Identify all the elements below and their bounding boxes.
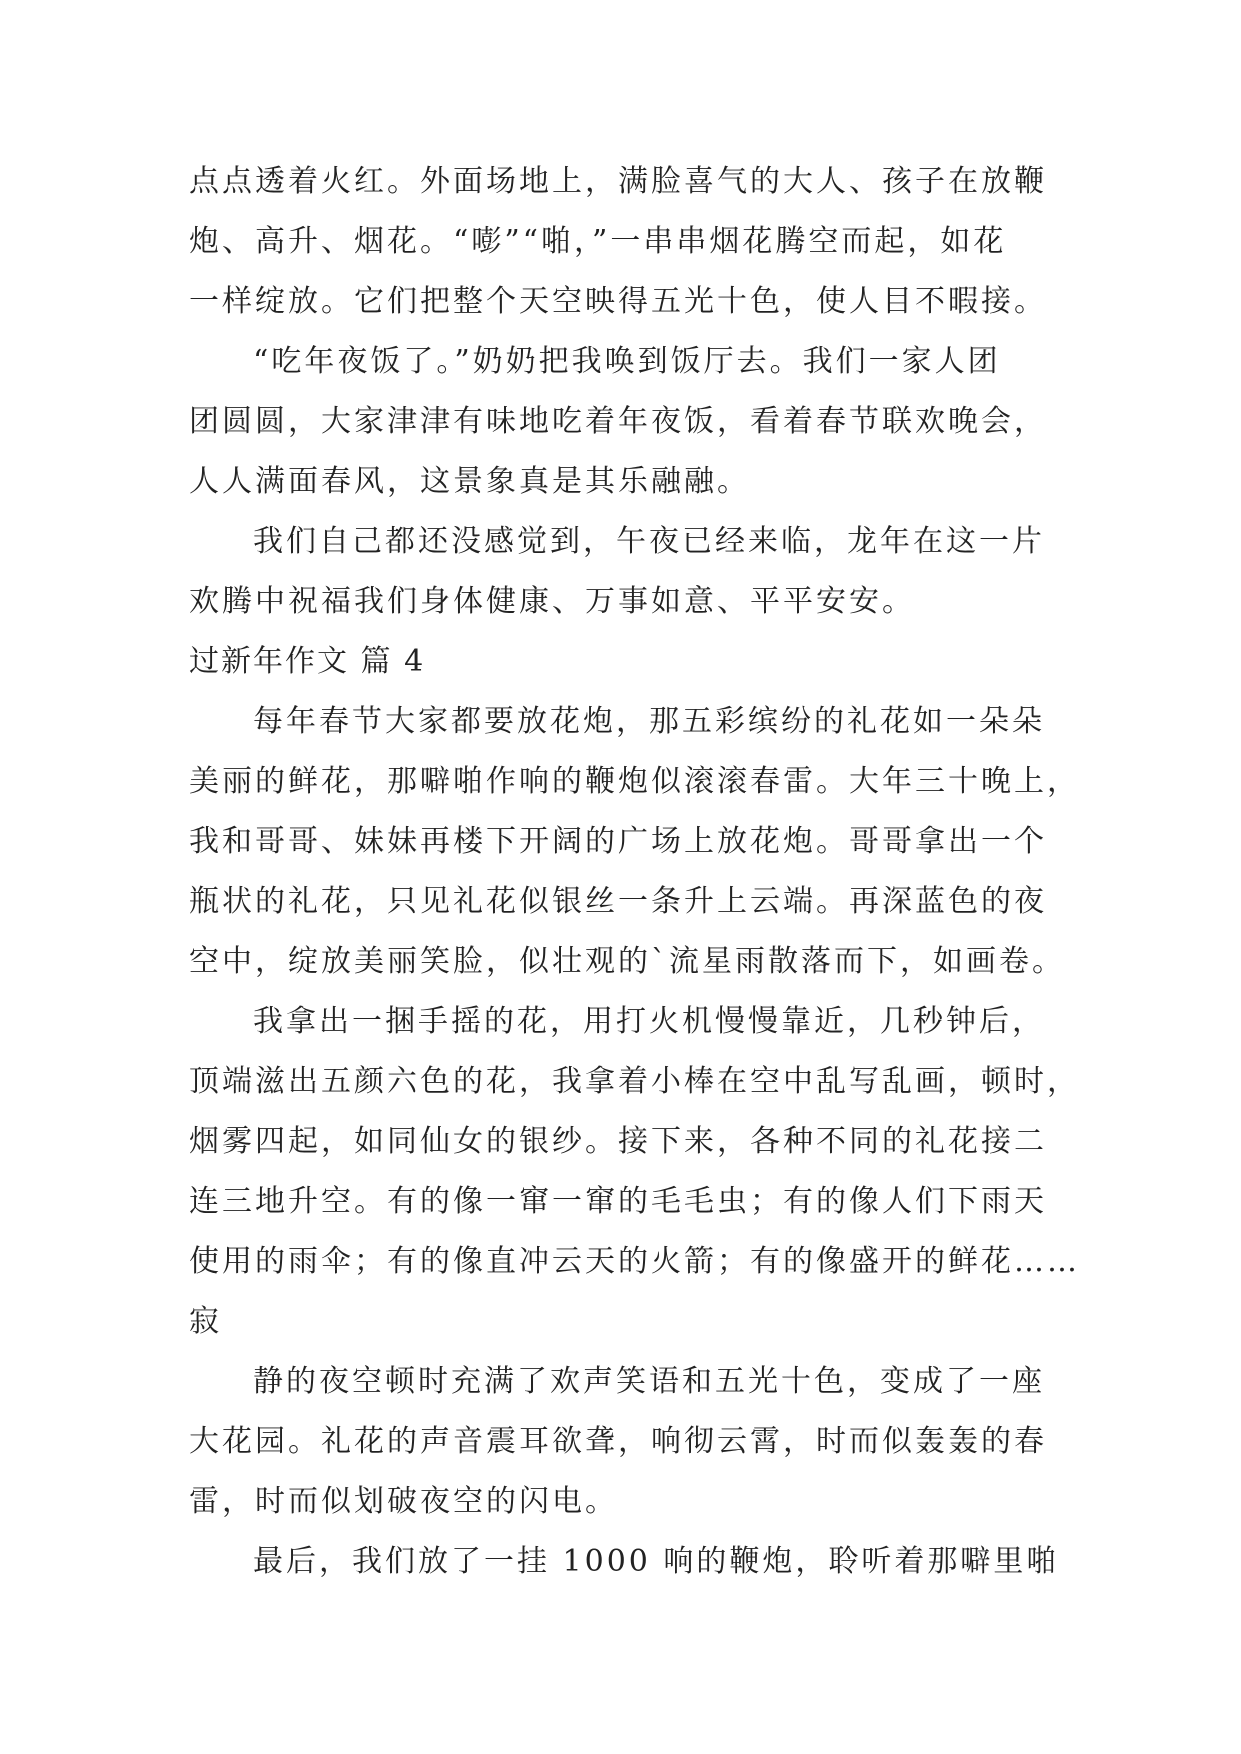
text-line: 瓶状的礼花，只见礼花似银丝一条升上云端。再深蓝色的夜 (189, 884, 1047, 919)
text-line: 炮、高升、烟花。“嘭”“啪，”一串串烟花腾空而起，如花 (189, 224, 1007, 259)
text-line: 空中，绽放美丽笑脸，似壮观的`流星雨散落而下，如画卷。 (189, 944, 1065, 979)
paragraph-first-line: “吃年夜饭了。”奶奶把我唤到饭厅去。我们一家人团 (253, 344, 1001, 379)
paragraph-first-line: 静的夜空顿时充满了欢声笑语和五光十色，变成了一座 (253, 1364, 1045, 1399)
text-line: 人人满面春风，这景象真是其乐融融。 (189, 464, 750, 499)
text-line: 雷，时而似划破夜空的闪电。 (189, 1484, 618, 1519)
text-line: 使用的雨伞；有的像直冲云天的火箭；有的像盛开的鲜花…… (189, 1244, 1080, 1279)
article-body (189, 152, 1080, 1592)
section-heading: 过新年作文 篇 4 (189, 644, 426, 679)
paragraph-first-line: 最后，我们放了一挂 1000 响的鞭炮，聆听着那噼里啪 (253, 1544, 1060, 1579)
paragraph-first-line: 每年春节大家都要放花炮，那五彩缤纷的礼花如一朵朵 (253, 704, 1045, 739)
text-line: 连三地升空。有的像一窜一窜的毛毛虫；有的像人们下雨天 (189, 1184, 1047, 1219)
text-line: 美丽的鲜花，那噼啪作响的鞭炮似滚滚春雷。大年三十晚上， (189, 764, 1080, 799)
paragraph-first-line: 我拿出一捆手摇的花，用打火机慢慢靠近，几秒钟后， (253, 1004, 1045, 1039)
text-line: 大花园。礼花的声音震耳欲聋，响彻云霄，时而似轰轰的春 (189, 1424, 1047, 1459)
text-line: 顶端滋出五颜六色的花，我拿着小棒在空中乱写乱画，顿时， (189, 1064, 1080, 1099)
text-line: 我和哥哥、妹妹再楼下开阔的广场上放花炮。哥哥拿出一个 (189, 824, 1047, 859)
text-line: 点点透着火红。外面场地上，满脸喜气的大人、孩子在放鞭 (189, 164, 1047, 199)
text-line: 一样绽放。它们把整个天空映得五光十色，使人目不暇接。 (189, 284, 1047, 319)
paragraph-first-line: 我们自己都还没感觉到，午夜已经来临，龙年在这一片 (253, 524, 1045, 559)
text-line: 烟雾四起，如同仙女的银纱。接下来，各种不同的礼花接二 (189, 1124, 1047, 1159)
text-line: 寂 (189, 1304, 222, 1339)
text-line: 欢腾中祝福我们身体健康、万事如意、平平安安。 (189, 584, 915, 619)
text-line: 团圆圆，大家津津有味地吃着年夜饭，看着春节联欢晚会， (189, 404, 1047, 439)
